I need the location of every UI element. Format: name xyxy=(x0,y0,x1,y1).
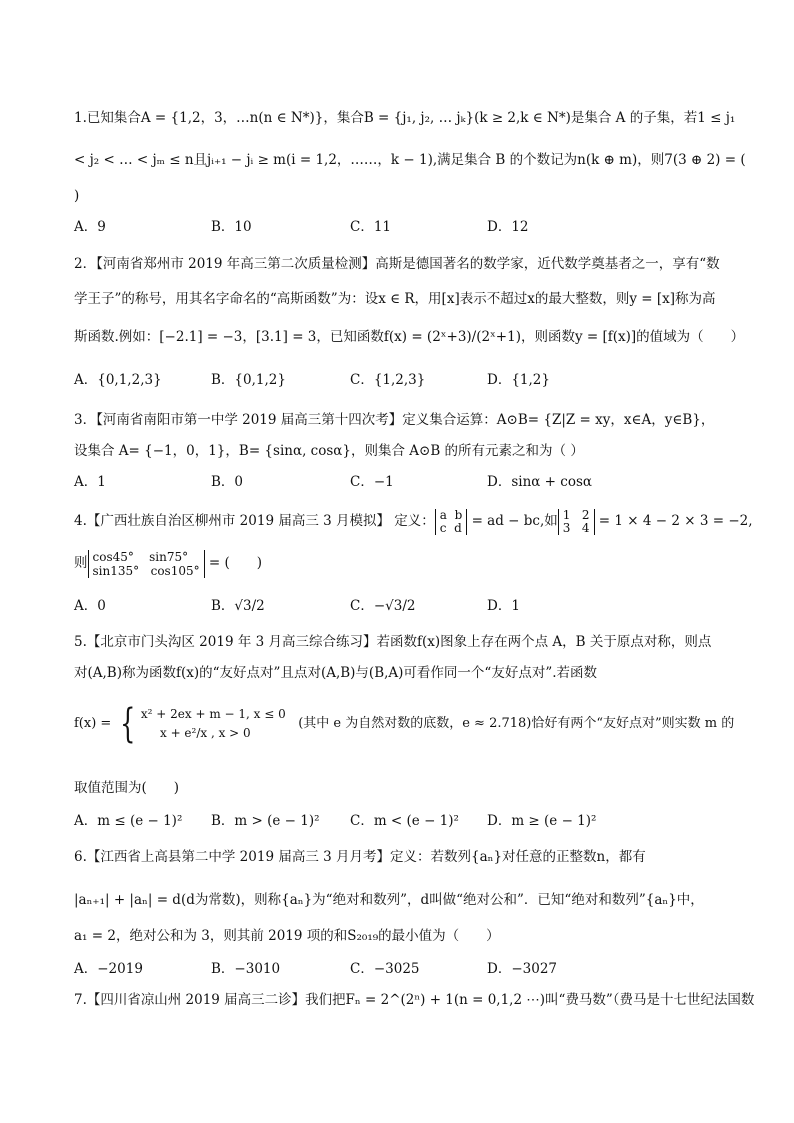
q2-line-2: 学王子”的称号，用其名字命名的“高斯函数”为：设x ∈ R，用[x]表示不超过x的最大整数，则y = [x]称为高 xyxy=(74,291,716,307)
q5-option-c: C．m < (e − 1)² xyxy=(350,813,459,829)
q3-line-1: 3．【河南省南阳市第一中学 2019 届高三第十四次考】定义集合运算：A⊙B= {Z|Z = xy，x∈A，y∈B}， xyxy=(74,412,715,428)
q3-option-a: A．1 xyxy=(74,474,106,490)
q6-option-a: A．−2019 xyxy=(74,961,143,977)
det-4: 4 xyxy=(581,520,590,535)
det-3: 3 xyxy=(562,520,571,535)
det-cos45: cos45° xyxy=(92,549,134,564)
q2-option-b: B．{0,1,2} xyxy=(211,372,286,388)
q3-option-b: B．0 xyxy=(211,474,244,490)
q1-option-c: C．11 xyxy=(350,219,392,235)
q2-option-c: C．{1,2,3} xyxy=(350,372,426,388)
q5-fx: f(x) = xyxy=(74,716,112,731)
det-2: 2 xyxy=(581,507,590,522)
det-1: 1 xyxy=(562,507,571,522)
det-a: a xyxy=(439,507,447,522)
q1-line-3: ) xyxy=(74,188,80,204)
q3-options xyxy=(74,472,734,492)
q5-option-b: B．m > (e − 1)² xyxy=(211,813,320,829)
q4-line-2 xyxy=(74,548,262,578)
q6-options xyxy=(74,959,734,979)
piecewise-cases xyxy=(141,705,286,743)
q1-option-a: A．9 xyxy=(74,219,106,235)
q1-line-1: 1.已知集合A = {1,2，3，…n(n ∈ N*)}，集合B = {j₁, j₂, … jₖ}(k ≥ 2,k ∈ N*)是集合 A 的子集，若1 ≤ j₁ xyxy=(74,110,736,126)
q4-option-b: B．√3/2 xyxy=(211,598,265,614)
q2-options xyxy=(74,370,734,390)
q5-line-2: 对(A,B)称为函数f(x)的“友好点对”且点对(A,B)与(B,A)可看作同一个“友好点对”.若函数 xyxy=(74,665,598,681)
q5-line-3-post: (其中 e 为自然对数的底数，e ≈ 2.718)恰好有两个“友好点对”则实数 m 的 xyxy=(298,716,735,731)
q2-option-d: D．{1,2} xyxy=(487,372,550,388)
q6-line-2: |aₙ₊₁| + |aₙ| = d(d为常数)，则称{aₙ}为“绝对和数列”，d叫做“绝对公和”．已知“绝对和数列”{aₙ}中， xyxy=(74,892,704,908)
q4-option-d: D．1 xyxy=(487,598,520,614)
q5-line-1: 5.【北京市门头沟区 2019 年 3 月高三综合练习】若函数f(x)图象上存在两个点 A，B 关于原点对称，则点 xyxy=(74,634,712,650)
q4-line-1-mid: = ad − bc,如 xyxy=(467,513,558,529)
det-c: c xyxy=(439,520,447,535)
q4-line-1 xyxy=(74,507,753,535)
q4-option-a: A．0 xyxy=(74,598,106,614)
det-b: b xyxy=(454,507,463,522)
determinant-abcd xyxy=(435,509,467,535)
q5-options xyxy=(74,811,734,831)
q3-line-2: 设集合 A= {−1，0，1}，B= {sinα, cosα}，则集合 A⊙B 的所有元素之和为（ ） xyxy=(74,443,584,459)
q4-line-2-pre: 则 xyxy=(74,555,88,571)
q1-option-d: D．12 xyxy=(487,219,529,235)
q5-line-4: 取值范围为( ) xyxy=(74,780,180,796)
det-cos105: cos105° xyxy=(150,563,200,578)
q6-option-c: C．−3025 xyxy=(350,961,420,977)
case-2: x + e²/x , x > 0 xyxy=(159,725,251,740)
q1-options xyxy=(74,217,734,237)
determinant-trig xyxy=(88,550,205,578)
q2-line-1: 2．【河南省郑州市 2019 年高三第二次质量检测】高斯是德国著名的数学家，近代数学奠基者之一，享有“数 xyxy=(74,256,720,272)
q3-option-c: C．−1 xyxy=(350,474,394,490)
q4-line-2-post: = ( ) xyxy=(204,555,263,571)
q5-option-a: A．m ≤ (e − 1)² xyxy=(74,813,183,829)
determinant-example xyxy=(558,509,595,535)
q5-line-3 xyxy=(74,702,734,746)
q4-line-1-post: = 1 × 4 − 2 × 3 = −2, xyxy=(594,513,753,529)
q6-option-b: B．−3010 xyxy=(211,961,281,977)
det-sin135: sin135° xyxy=(92,563,140,578)
q6-option-d: D．−3027 xyxy=(487,961,557,977)
q4-option-c: C．−√3/2 xyxy=(350,598,416,614)
q6-line-3: a₁ = 2，绝对公和为 3，则其前 2019 项的和S₂₀₁₉的最小值为（ ） xyxy=(74,928,500,944)
q3-option-d: D．sinα + cosα xyxy=(487,474,593,490)
q5-option-d: D．m ≥ (e − 1)² xyxy=(487,813,597,829)
piecewise-brace: { xyxy=(120,700,136,747)
q1-line-2: < j₂ < … < jₘ ≤ n且jᵢ₊₁ − jᵢ ≥ m(i = 1,2，……，k − 1),满足集合 B 的个数记为n(k ⊕ m)，则7(3 ⊕ 2) = ( xyxy=(74,152,746,168)
det-d: d xyxy=(454,520,462,535)
q4-line-1-pre: 4.【广西壮族自治区柳州市 2019 届高三 3 月模拟】 定义： xyxy=(74,513,435,529)
q7-line-1: 7.【四川省凉山州 2019 届高三二诊】我们把Fₙ = 2^(2ⁿ) + 1(n = 0,1,2 ⋯)叫“费马数”（费马是十七世纪法国数 xyxy=(74,992,755,1008)
case-1: x² + 2ex + m − 1, x ≤ 0 xyxy=(140,706,286,721)
q1-option-b: B．10 xyxy=(211,219,252,235)
q2-option-a: A．{0,1,2,3} xyxy=(74,372,162,388)
q2-line-3: 斯函数.例如：[−2.1] = −3，[3.1] = 3，已知函数f(x) = (2ˣ+3)/(2ˣ+1)，则函数y = [f(x)]的值域为（ ） xyxy=(74,329,745,345)
q4-options xyxy=(74,596,734,616)
q6-line-1: 6.【江西省上高县第二中学 2019 届高三 3 月月考】定义：若数列{aₙ}对任意的正整数n，都有 xyxy=(74,849,646,865)
det-sin75: sin75° xyxy=(149,549,189,564)
